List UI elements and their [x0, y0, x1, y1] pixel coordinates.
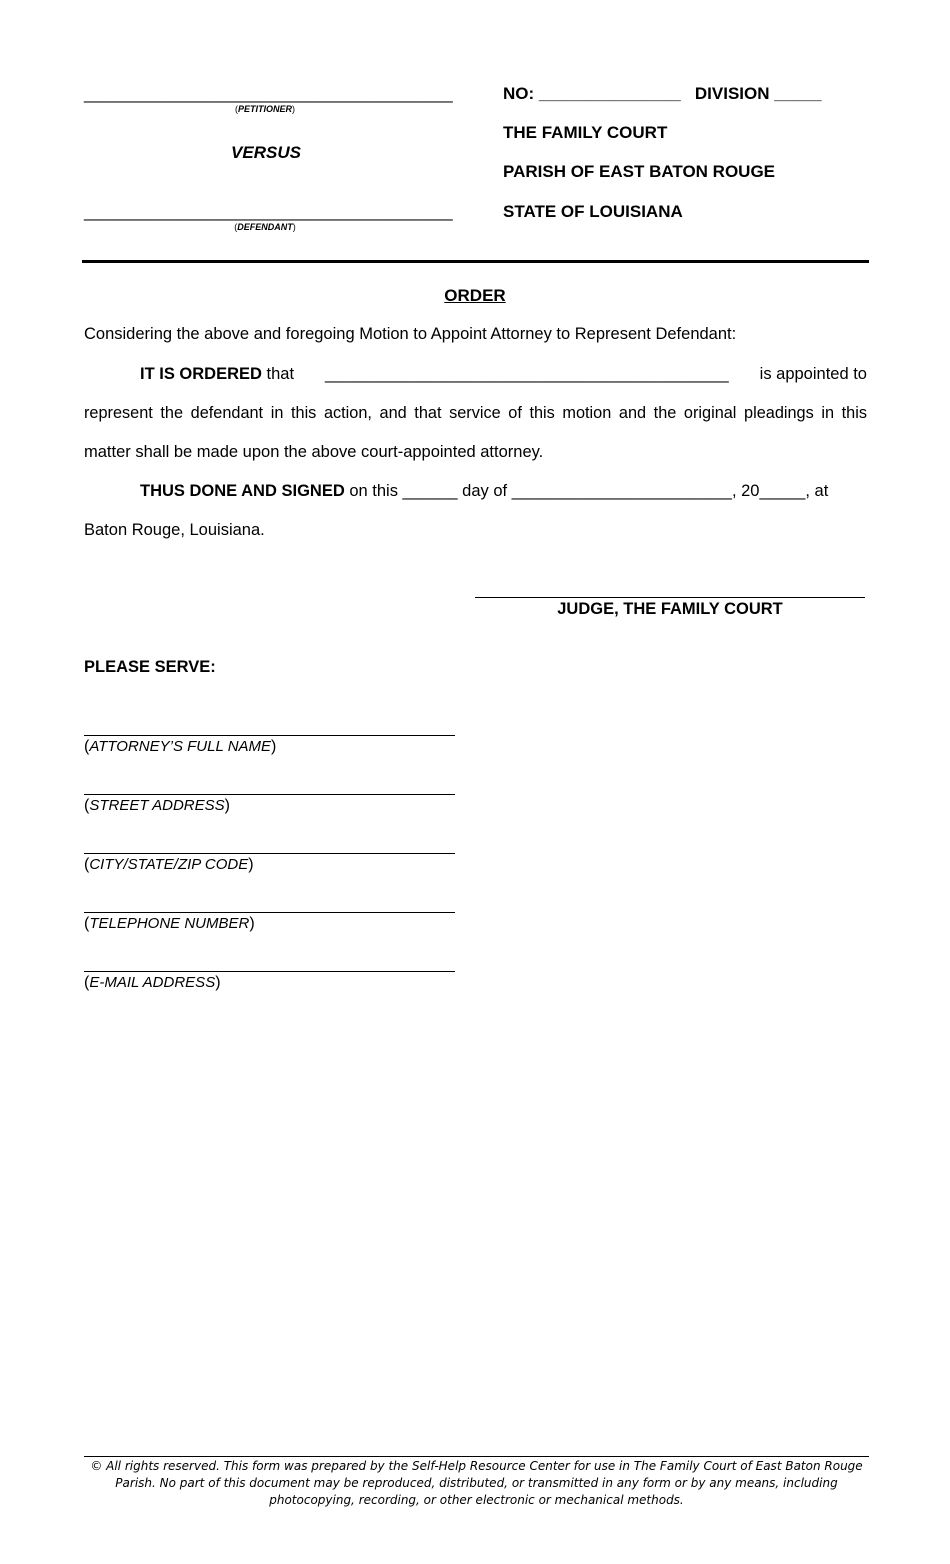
street-address-line[interactable]	[84, 794, 455, 795]
division-label: DIVISION	[694, 84, 770, 103]
petitioner-blank[interactable]: _______________________________________	[84, 84, 453, 103]
versus-label: VERSUS	[231, 143, 301, 162]
judge-title: JUDGE, THE FAMILY COURT	[557, 600, 783, 618]
caption-divider	[82, 260, 869, 263]
attorney-name-line[interactable]	[84, 735, 455, 736]
parish-name: PARISH OF EAST BATON ROUGE	[503, 162, 776, 181]
ordered-tail: is appointed to	[759, 365, 867, 383]
petitioner-label: (PETITIONER)	[234, 104, 295, 114]
signed-location: Baton Rouge, Louisiana.	[84, 521, 265, 539]
signed-line	[140, 482, 867, 501]
division-field[interactable]: _____	[774, 84, 822, 103]
street-address-label-text: STREET ADDRESS	[89, 797, 225, 814]
court-name: THE FAMILY COURT	[503, 123, 668, 142]
order-intro: Considering the above and foregoing Motion to Appoint Attorney to Represent Defendant:	[84, 325, 737, 343]
case-number-label: NO:	[503, 84, 535, 103]
email-line[interactable]	[84, 971, 455, 972]
state-name: STATE OF LOUISIANA	[503, 202, 683, 221]
ordered-bold: IT IS ORDERED	[140, 365, 262, 383]
copyright-footer: © All rights reserved. This form was prepared by the Self-Help Resource Center for use in The Family Court of East Baton Rouge Parish. No part of this document may be reproduced, distributed, or transmitted in any form or by any means, including photocopying, recording, or other electronic or mechanical methods.	[84, 1456, 869, 1509]
please-serve-heading: PLEASE SERVE:	[84, 658, 216, 676]
telephone-line[interactable]	[84, 912, 455, 913]
city-state-zip-label-text: CITY/STATE/ZIP CODE	[89, 856, 249, 873]
case-number-line	[503, 84, 822, 104]
order-title: ORDER	[444, 286, 506, 305]
street-address-label: (STREET ADDRESS)	[84, 797, 230, 814]
ordered-that: that	[266, 365, 295, 383]
city-state-zip-label: (CITY/STATE/ZIP CODE)	[84, 856, 254, 873]
attorney-name-field[interactable]: ____________________________________________	[324, 365, 729, 383]
defendant-label-text: DEFENDANT	[237, 222, 293, 232]
city-state-zip-line[interactable]	[84, 853, 455, 854]
defendant-label: (DEFENDANT)	[234, 222, 296, 232]
telephone-label: (TELEPHONE NUMBER)	[84, 915, 255, 932]
email-label-text: E-MAIL ADDRESS	[89, 974, 216, 991]
signed-text[interactable]: on this ______ day of ________________________, 20_____, at	[349, 482, 829, 500]
ordered-line	[140, 365, 867, 384]
judge-signature-line[interactable]	[475, 597, 865, 598]
email-label: (E-MAIL ADDRESS)	[84, 974, 221, 991]
defendant-blank[interactable]: _______________________________________	[84, 202, 453, 221]
telephone-label-text: TELEPHONE NUMBER	[89, 915, 250, 932]
attorney-name-label-text: ATTORNEY’S FULL NAME	[89, 738, 272, 755]
signed-bold: THUS DONE AND SIGNED	[140, 482, 345, 500]
attorney-name-label: (ATTORNEY’S FULL NAME)	[84, 738, 277, 755]
case-number-field[interactable]: _______________	[538, 84, 681, 103]
order-line-2: represent the defendant in this action, and that service of this motion and the original pleadings in this	[84, 404, 867, 422]
order-line-3: matter shall be made upon the above court-appointed attorney.	[84, 443, 544, 461]
petitioner-label-text: PETITIONER	[237, 104, 292, 114]
